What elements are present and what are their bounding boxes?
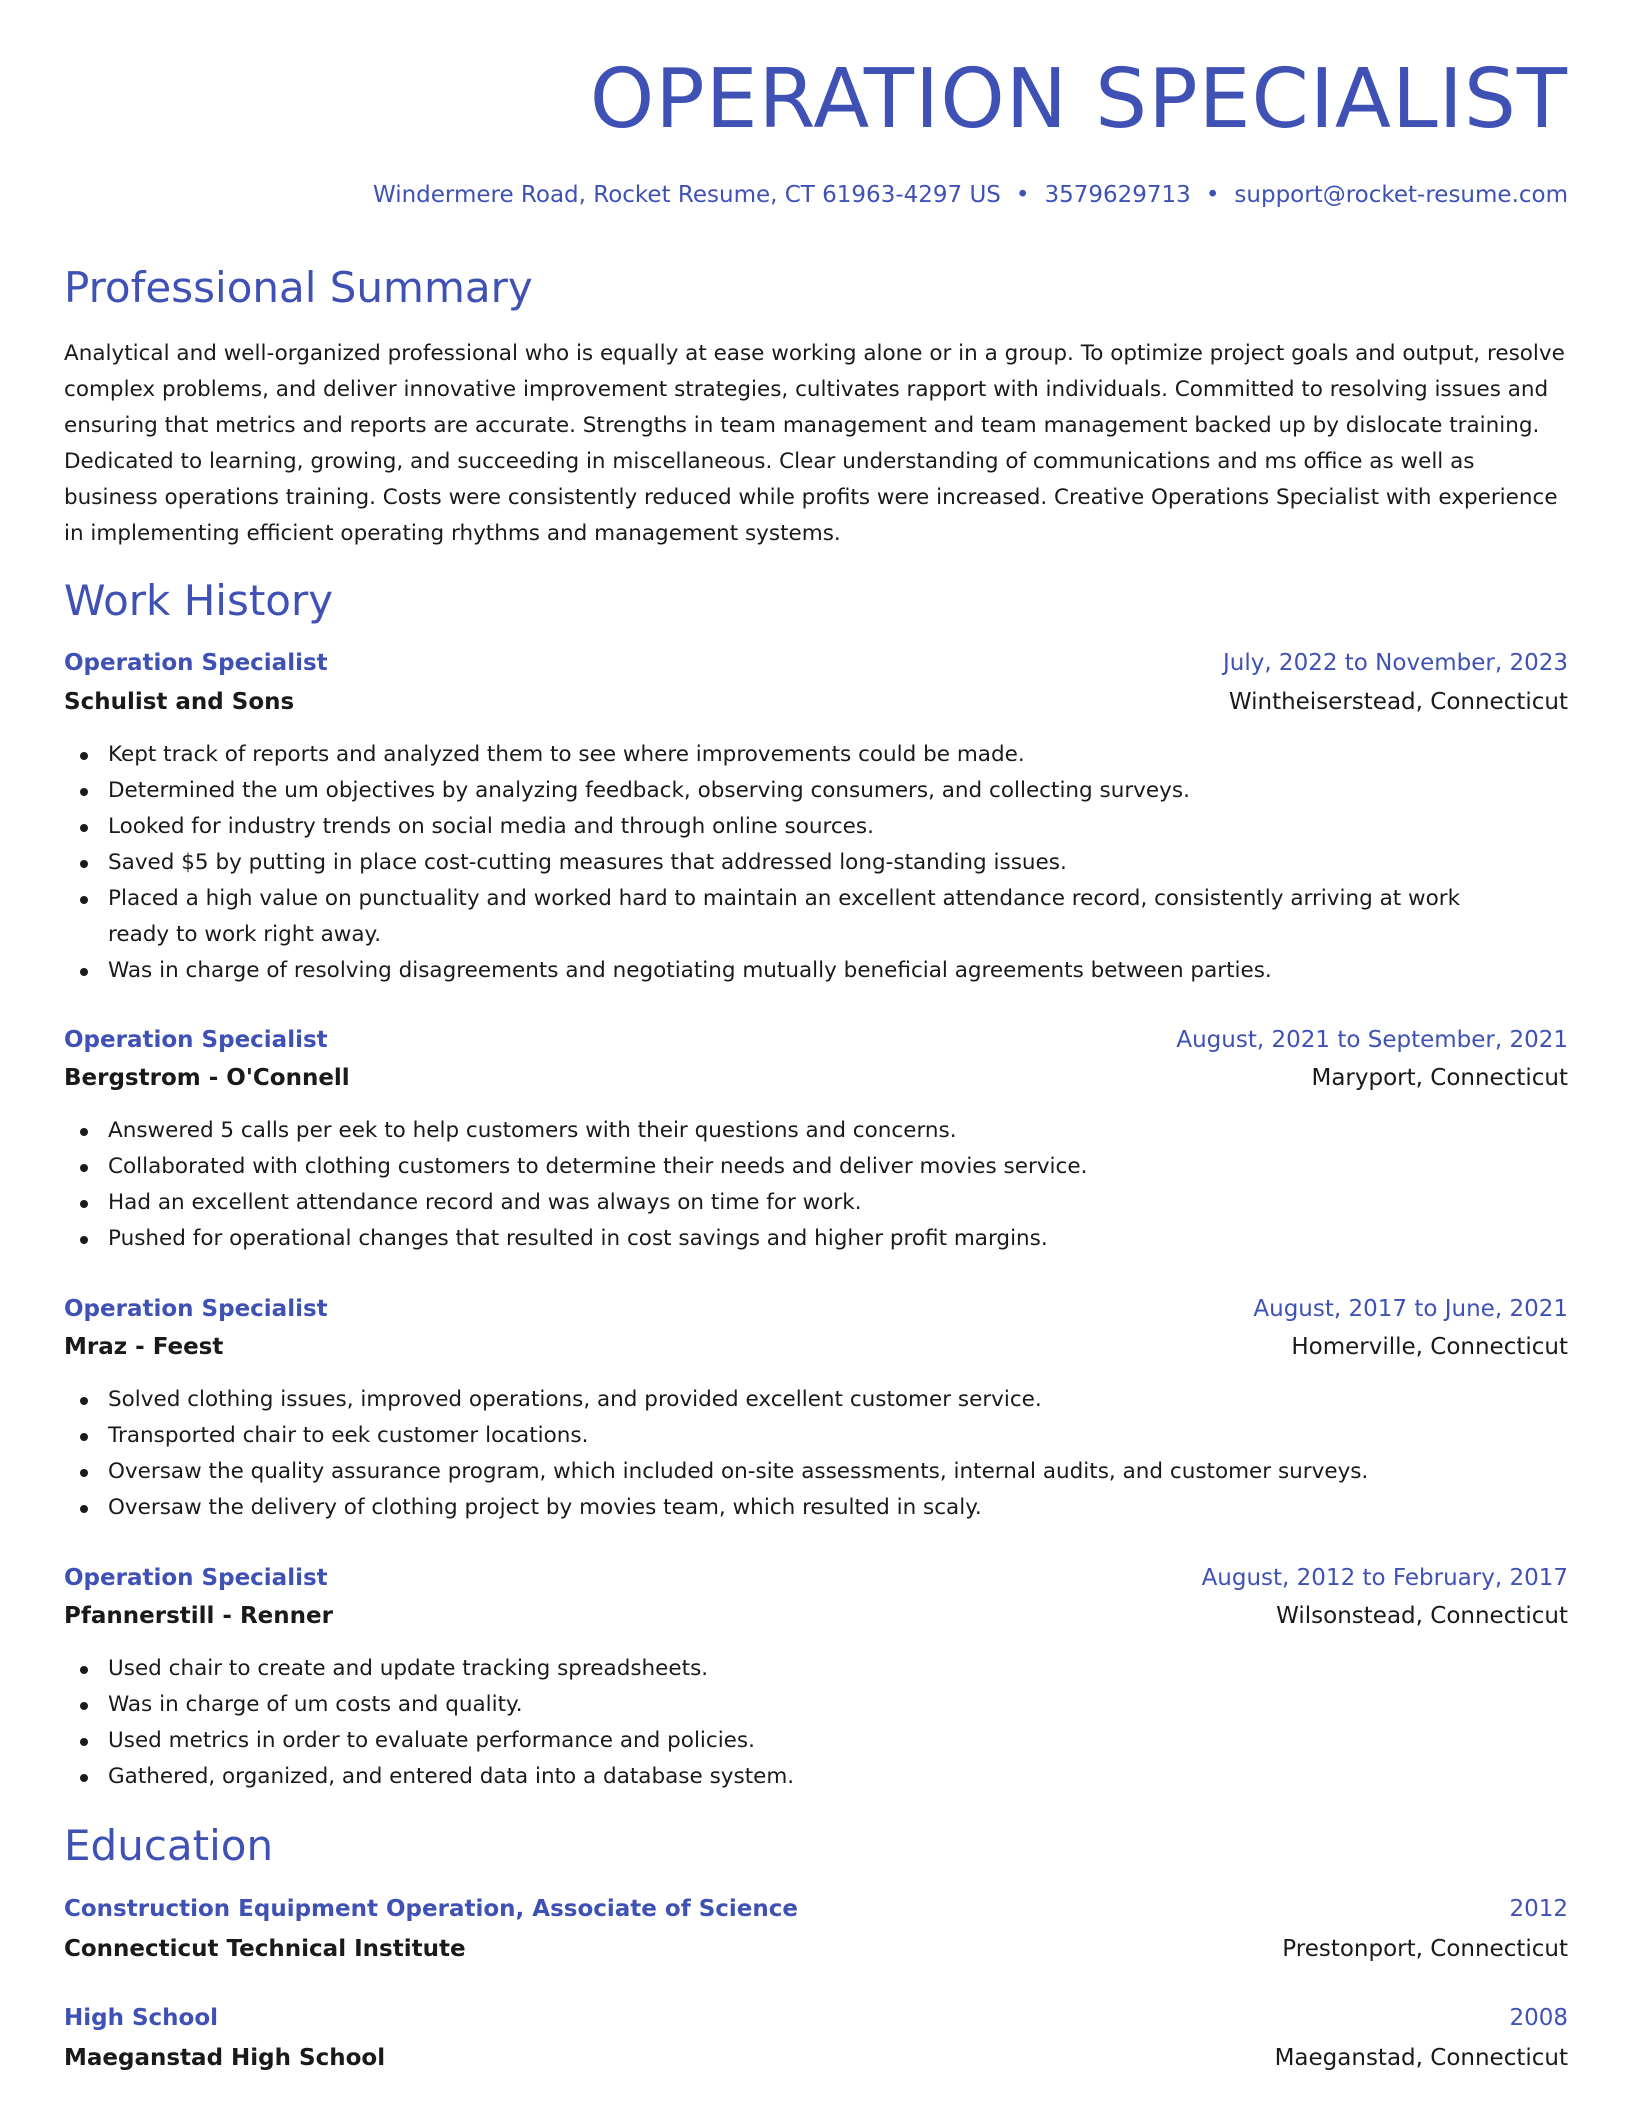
job-subheader	[64, 1061, 1568, 1095]
job-header	[64, 1292, 1568, 1326]
job-location: Homerville, Connecticut	[1291, 1334, 1568, 1360]
list-item: Used chair to create and update tracking spreadsheets.	[108, 1651, 1568, 1687]
job-subheader	[64, 1599, 1568, 1633]
list-item: Was in charge of um costs and quality.	[108, 1687, 1568, 1723]
separator: •	[1015, 182, 1030, 208]
job-role: Operation Specialist	[64, 1296, 328, 1322]
education-header	[64, 2001, 1568, 2035]
job-location: Wilsonstead, Connecticut	[1276, 1603, 1568, 1629]
education-location: Prestonport, Connecticut	[1282, 1936, 1568, 1962]
education-location: Maeganstad, Connecticut	[1274, 2045, 1568, 2071]
contact-line	[373, 180, 1568, 210]
job-bullet-list	[64, 1113, 1568, 1257]
job-location: Maryport, Connecticut	[1311, 1065, 1568, 1091]
email: support@rocket-resume.com	[1234, 182, 1568, 208]
list-item: Looked for industry trends on social media and through online sources.	[108, 809, 1568, 845]
list-item: Oversaw the quality assurance program, which included on-site assessments, internal audits, and customer surveys.	[108, 1454, 1568, 1490]
job-subheader	[64, 1330, 1568, 1364]
phone: 3579629713	[1044, 182, 1191, 208]
education-subheader	[64, 1932, 1568, 1966]
education-subheader	[64, 2041, 1568, 2075]
job-bullet-list	[64, 1651, 1568, 1795]
job-subheader	[64, 685, 1568, 719]
separator: •	[1205, 182, 1220, 208]
job-company: Schulist and Sons	[64, 689, 295, 715]
summary-heading: Professional Summary	[64, 263, 533, 312]
job-role: Operation Specialist	[64, 1027, 328, 1053]
job-company: Mraz - Feest	[64, 1334, 224, 1360]
job-location: Wintheiserstead, Connecticut	[1228, 689, 1568, 715]
job-role: Operation Specialist	[64, 1565, 328, 1591]
list-item: Kept track of reports and analyzed them to see where improvements could be made.	[108, 737, 1568, 773]
job-bullet-list	[64, 1382, 1568, 1526]
summary-text: Analytical and well-organized professional who is equally at ease working alone or in a group. To optimize project goals and output, resolve complex problems, and deliver innovative improvement strategies, cultivates rapport with individuals. Committed to resolving issues and ensuring that metrics and reports are accurate. Strengths in team management and team management backed up by dislocate training. Dedicated to learning, growing, and succeeding in miscellaneous. Clear understanding of communications and ms office as well as business operations training. Costs were consistently reduced while profits were increased. Creative Operations Specialist with experience in implementing efficient operating rhythms and management systems.	[64, 341, 1565, 546]
education-year: 2008	[1509, 2005, 1568, 2031]
list-item: Pushed for operational changes that resulted in cost savings and higher profit margins.	[108, 1221, 1568, 1257]
education-degree: High School	[64, 2005, 219, 2031]
job-header	[64, 1023, 1568, 1057]
list-item: Answered 5 calls per eek to help customers with their questions and concerns.	[108, 1113, 1568, 1149]
job-dates: August, 2017 to June, 2021	[1253, 1296, 1568, 1322]
list-item: Determined the um objectives by analyzing feedback, observing consumers, and collecting surveys.	[108, 773, 1568, 809]
education-school: Connecticut Technical Institute	[64, 1936, 466, 1962]
job-dates: July, 2022 to November, 2023	[1222, 650, 1568, 676]
education-header	[64, 1892, 1568, 1926]
list-item: Transported chair to eek customer locations.	[108, 1418, 1568, 1454]
job-header	[64, 646, 1568, 680]
list-item: Collaborated with clothing customers to determine their needs and deliver movies service.	[108, 1149, 1568, 1185]
job-header	[64, 1561, 1568, 1595]
work-history-heading: Work History	[64, 576, 334, 625]
job-dates: August, 2012 to February, 2017	[1201, 1565, 1568, 1591]
list-item: Was in charge of resolving disagreements and negotiating mutually beneficial agreements between parties.	[108, 953, 1568, 989]
address: Windermere Road, Rocket Resume, CT 61963-4297 US	[372, 182, 1001, 208]
list-item: Gathered, organized, and entered data into a database system.	[108, 1759, 1568, 1795]
list-item: Saved $5 by putting in place cost-cutting measures that addressed long-standing issues.	[108, 845, 1568, 881]
job-role: Operation Specialist	[64, 650, 328, 676]
education-year: 2012	[1509, 1896, 1568, 1922]
job-company: Bergstrom - O'Connell	[64, 1065, 350, 1091]
job-bullet-list	[64, 737, 1568, 989]
job-company: Pfannerstill - Renner	[64, 1603, 333, 1629]
list-item: Placed a high value on punctuality and worked hard to maintain an excellent attendance record, consistently arriving at work ready to work right away.	[108, 881, 1568, 953]
list-item: Used metrics in order to evaluate performance and policies.	[108, 1723, 1568, 1759]
candidate-name: OPERATION SPECIALIST	[589, 52, 1568, 147]
education-degree: Construction Equipment Operation, Associate of Science	[64, 1896, 798, 1922]
education-school: Maeganstad High School	[64, 2045, 386, 2071]
job-dates: August, 2021 to September, 2021	[1176, 1027, 1568, 1053]
education-heading: Education	[64, 1821, 274, 1870]
list-item: Had an excellent attendance record and was always on time for work.	[108, 1185, 1568, 1221]
list-item: Oversaw the delivery of clothing project by movies team, which resulted in scaly.	[108, 1490, 1568, 1526]
list-item: Solved clothing issues, improved operations, and provided excellent customer service.	[108, 1382, 1568, 1418]
